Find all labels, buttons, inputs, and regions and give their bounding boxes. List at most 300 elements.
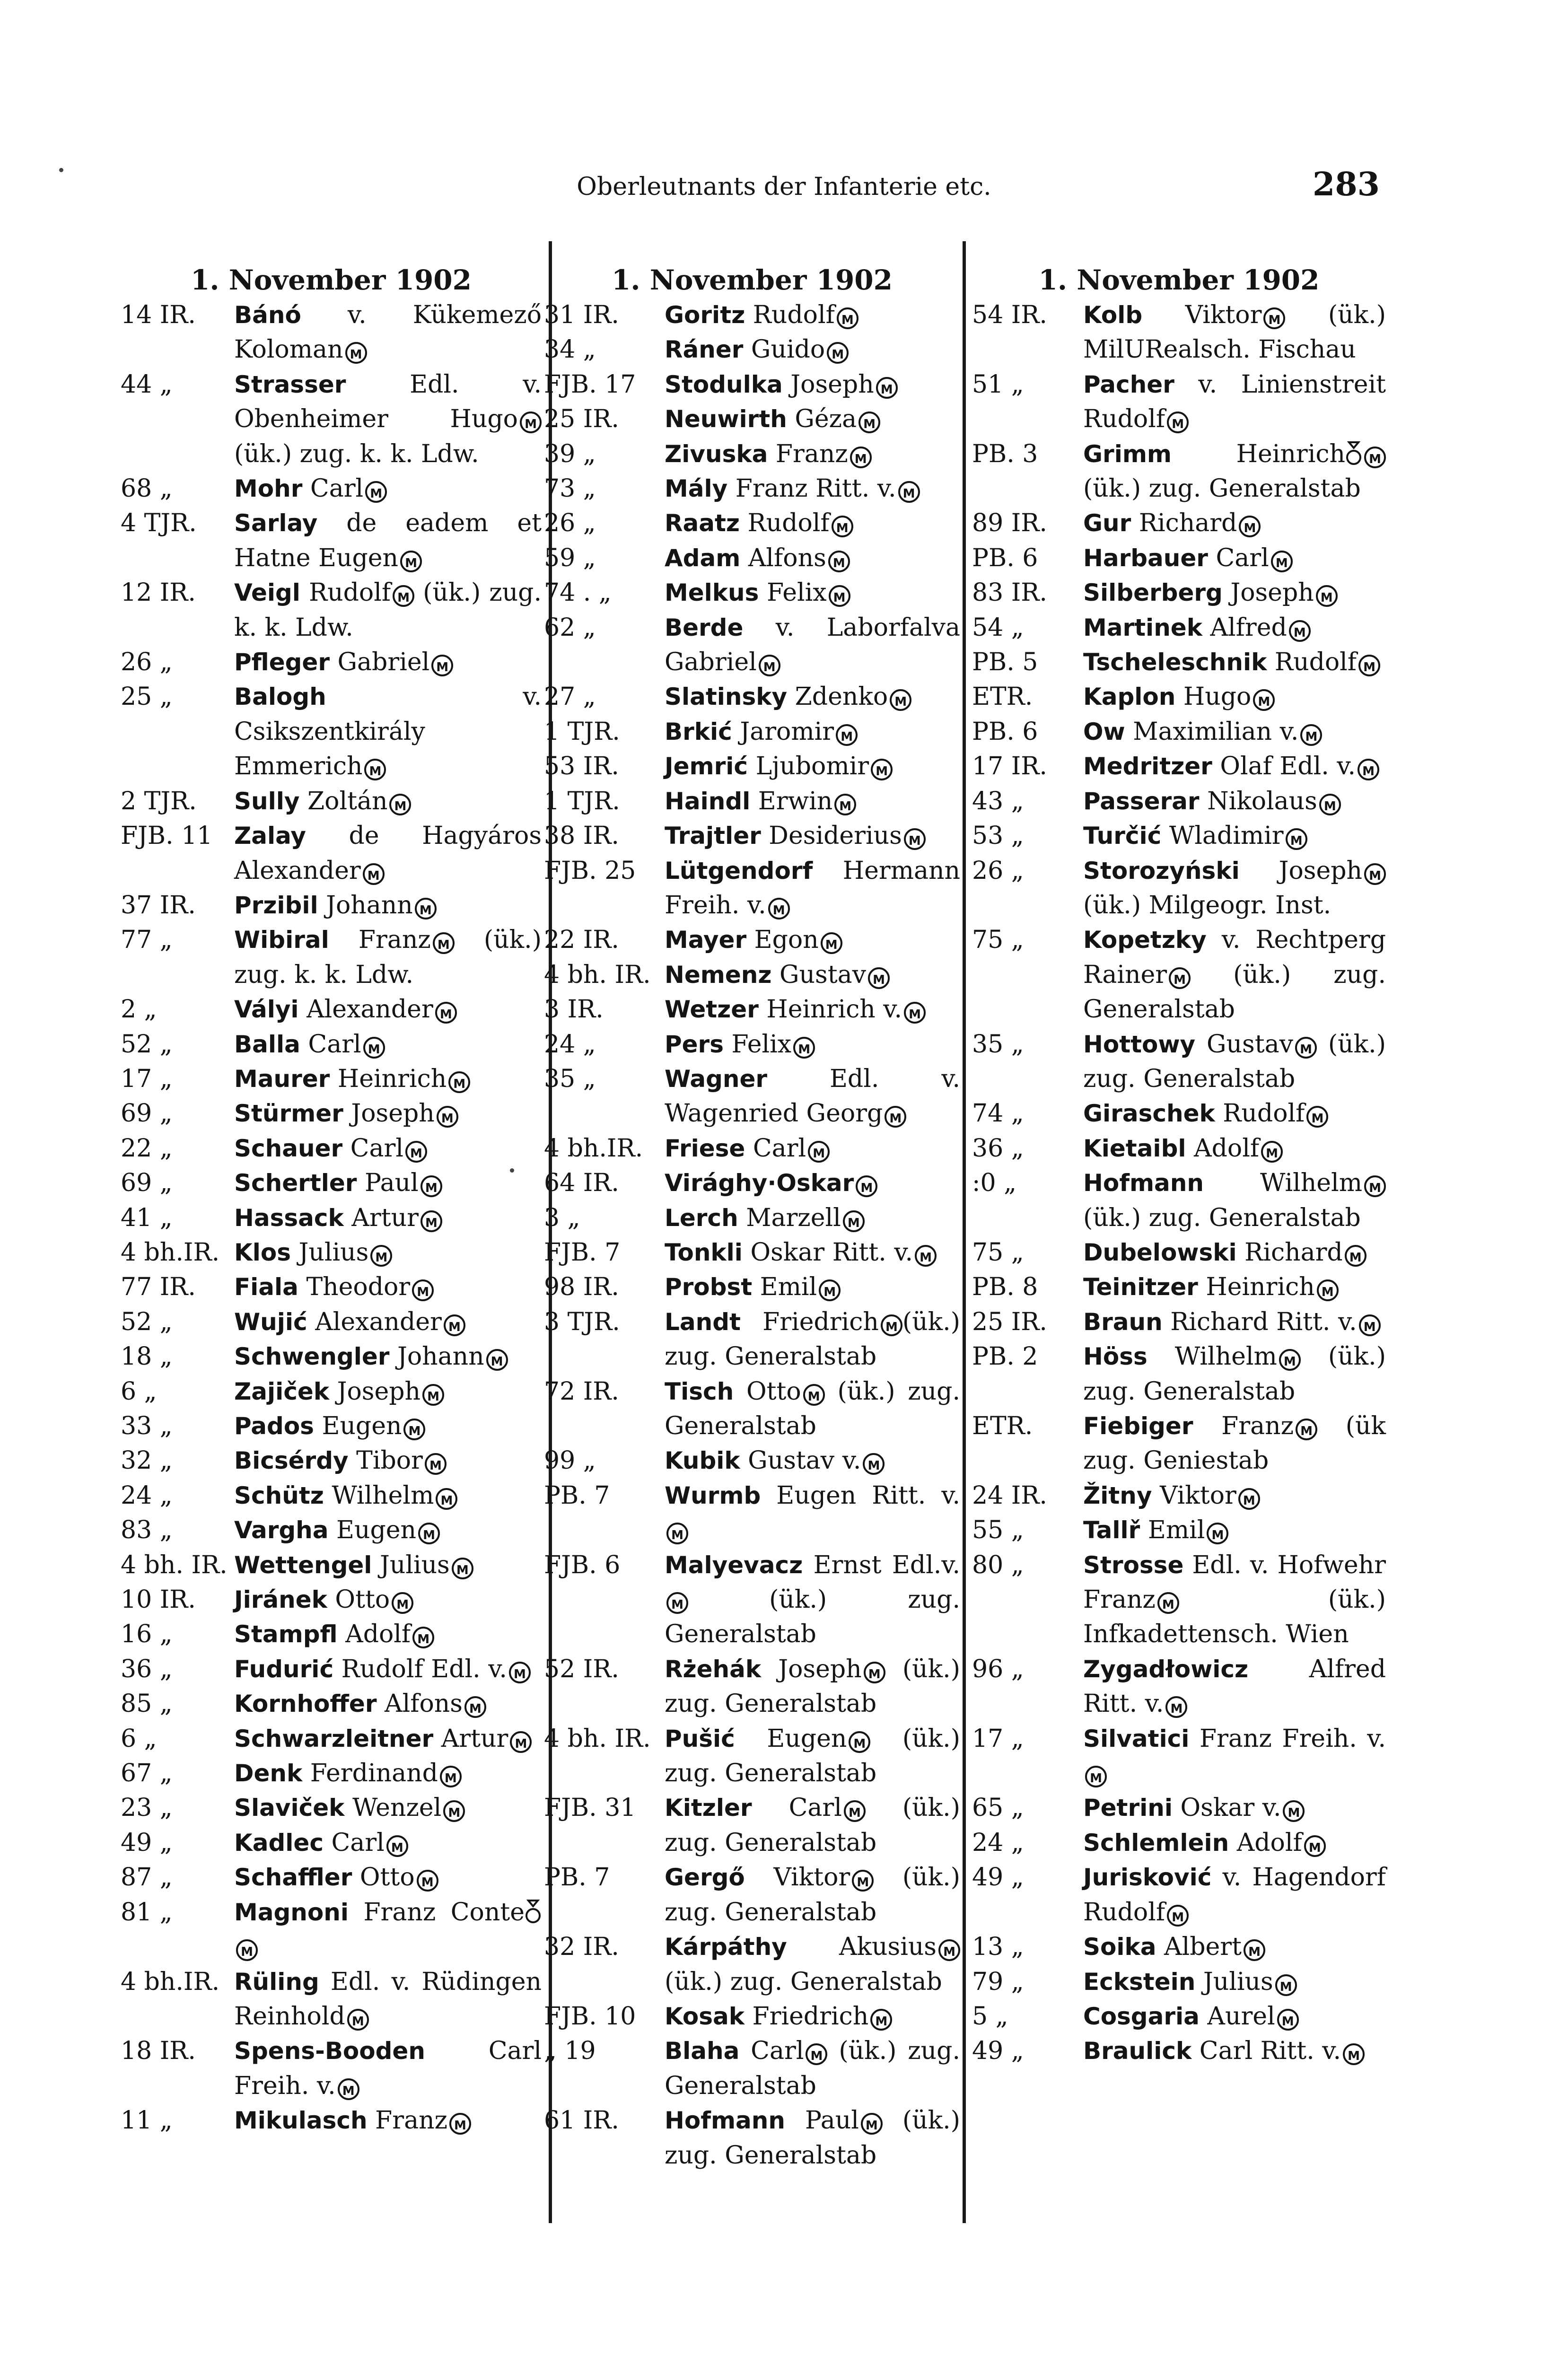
officer-given-name: Zdenko bbox=[787, 683, 888, 711]
officer-entry bbox=[544, 1479, 960, 1548]
officer-surname: Höss bbox=[1083, 1343, 1148, 1371]
officer-surname: Giraschek bbox=[1083, 1100, 1215, 1128]
officer-given-name: Zoltán bbox=[299, 787, 388, 815]
officer-note: (ük.) zug. Generalstab bbox=[665, 1863, 960, 1927]
unit-label: 41 „ bbox=[121, 1203, 173, 1232]
officer-surname: Strosse bbox=[1083, 1551, 1184, 1579]
officer-surname: Wujić bbox=[234, 1308, 307, 1336]
officer-given-name: Heinrich bbox=[1198, 1273, 1315, 1302]
merit-medal-icon: M bbox=[856, 1175, 877, 1197]
officer-surname: Dubelowski bbox=[1083, 1238, 1237, 1266]
merit-medal-icon: M bbox=[844, 1800, 866, 1822]
officer-surname: Adam bbox=[665, 544, 741, 572]
unit-label: ETR. bbox=[972, 683, 1033, 711]
officer-note: (ük.) zug. Generalstab bbox=[665, 1794, 960, 1857]
merit-medal-icon: M bbox=[386, 1835, 408, 1857]
officer-entry bbox=[544, 368, 960, 402]
officer-given-name: Adolf bbox=[1229, 1828, 1302, 1857]
merit-medal-icon: M bbox=[666, 1592, 688, 1614]
unit-label: 24 „ bbox=[121, 1481, 173, 1510]
merit-medal-icon: M bbox=[449, 2113, 471, 2135]
officer-given-name: Edl. v. Wagenried Georg bbox=[665, 1064, 960, 1128]
merit-medal-icon: M bbox=[431, 655, 453, 676]
unit-label: 79 „ bbox=[972, 1967, 1024, 1996]
officer-surname: Gergő bbox=[665, 1864, 745, 1892]
merit-medal-icon: M bbox=[1157, 1592, 1179, 1614]
officer-surname: Kosak bbox=[665, 2002, 745, 2030]
merit-medal-icon: M bbox=[464, 1696, 486, 1718]
officer-surname: Lerch bbox=[665, 1204, 738, 1232]
officer-given-name: Eugen bbox=[328, 1516, 417, 1545]
officer-given-name: v. Rechtperg Rainer bbox=[1083, 926, 1386, 989]
merit-medal-icon: M bbox=[890, 689, 911, 711]
officer-entry bbox=[544, 715, 960, 749]
unit-label: 13 „ bbox=[972, 1933, 1024, 1962]
officer-given-name: v. Linienstreit Rudolf bbox=[1083, 370, 1386, 434]
merit-medal-icon: M bbox=[821, 932, 842, 954]
unit-label: 81 „ bbox=[121, 1898, 173, 1927]
officer-surname: Grimm bbox=[1083, 440, 1172, 468]
officer-entry bbox=[972, 611, 1386, 645]
officer-given-name: Friedrich bbox=[744, 2002, 869, 2031]
officer-entry bbox=[121, 1305, 542, 1340]
officer-entry bbox=[972, 1027, 1386, 1097]
officer-entry bbox=[544, 1062, 960, 1131]
merit-medal-icon: M bbox=[850, 447, 872, 468]
merit-medal-icon: M bbox=[1364, 447, 1386, 468]
unit-label: 68 „ bbox=[121, 474, 173, 503]
merit-medal-icon: M bbox=[849, 1731, 870, 1753]
officer-given-name: Wilhelm bbox=[1147, 1342, 1277, 1371]
officer-given-name: Otto bbox=[327, 1585, 390, 1614]
officer-surname: Bánó bbox=[234, 301, 301, 329]
officer-surname: Wetzer bbox=[665, 996, 759, 1024]
officer-surname: Kadlec bbox=[234, 1829, 324, 1857]
unit-label: 35 „ bbox=[972, 1030, 1024, 1059]
officer-entry bbox=[972, 1860, 1386, 1930]
officer-entry bbox=[121, 1791, 542, 1825]
officer-entry bbox=[972, 1235, 1386, 1270]
unit-label: 17 IR. bbox=[972, 752, 1047, 781]
column-heading: 1. November 1902 bbox=[1038, 264, 1320, 296]
officer-surname: Magnoni bbox=[234, 1898, 349, 1926]
unit-label: 74 . „ bbox=[544, 578, 612, 607]
unit-label: 4 bh. IR. bbox=[121, 1550, 228, 1579]
officer-note: (ük.) MilURealsch. Fischau bbox=[1083, 301, 1386, 364]
officer-given-name: v. Csikszentkirály Emmerich bbox=[234, 683, 542, 781]
officer-given-name: Wilhelm bbox=[1203, 1169, 1362, 1198]
merit-medal-icon: M bbox=[863, 1453, 885, 1475]
unit-label: 26 „ bbox=[972, 856, 1024, 885]
officer-entry bbox=[121, 1375, 542, 1409]
officer-given-name: Julius bbox=[291, 1238, 369, 1267]
officer-given-name: Ferdinand bbox=[302, 1759, 438, 1788]
merit-medal-icon: M bbox=[363, 863, 385, 885]
officer-surname: Wibiral bbox=[234, 926, 329, 954]
unit-label: PB. 2 bbox=[972, 1342, 1038, 1371]
merit-medal-icon: M bbox=[338, 2078, 359, 2100]
officer-given-name: Julius bbox=[1195, 1967, 1273, 1996]
officer-surname: Jemrić bbox=[665, 753, 748, 780]
merit-medal-icon: M bbox=[1317, 1279, 1339, 1301]
unit-label: 52 „ bbox=[121, 1307, 173, 1336]
officer-surname: Vargha bbox=[234, 1516, 329, 1544]
officer-entry bbox=[544, 1305, 960, 1375]
merit-medal-icon: M bbox=[392, 1592, 413, 1614]
merit-medal-icon: M bbox=[1238, 1488, 1260, 1510]
officer-surname: Neuwirth bbox=[665, 405, 787, 433]
unit-label: 54 IR. bbox=[972, 301, 1047, 329]
officer-entry bbox=[121, 645, 542, 680]
officer-given-name: v. Kükemező Koloman bbox=[234, 301, 542, 364]
unit-label: 49 „ bbox=[121, 1828, 173, 1857]
unit-label: 24 „ bbox=[544, 1030, 596, 1059]
merit-medal-icon: M bbox=[1167, 1905, 1189, 1927]
merit-medal-icon: M bbox=[452, 1558, 473, 1579]
merit-medal-icon: M bbox=[1358, 655, 1380, 676]
unit-label: 52 IR. bbox=[544, 1655, 619, 1683]
decoration-ring-icon bbox=[1345, 440, 1362, 467]
officer-given-name: Carl Ritt. v. bbox=[1191, 2037, 1341, 2066]
merit-medal-icon: M bbox=[364, 759, 386, 780]
officer-surname: Rżehák bbox=[665, 1655, 762, 1683]
unit-label: 83 „ bbox=[121, 1516, 173, 1545]
merit-medal-icon: M bbox=[509, 1662, 531, 1683]
unit-label: 69 „ bbox=[121, 1099, 173, 1128]
officer-surname: Trajtler bbox=[665, 822, 761, 850]
officer-entry bbox=[972, 576, 1386, 610]
unit-label: 36 „ bbox=[972, 1134, 1024, 1163]
officer-given-name: Viktor bbox=[1152, 1481, 1236, 1510]
officer-given-name: Theodor bbox=[298, 1273, 411, 1302]
officer-surname: Berde bbox=[665, 613, 744, 641]
officer-surname: Kornhoffer bbox=[234, 1690, 377, 1718]
merit-medal-icon: M bbox=[510, 1731, 532, 1753]
merit-medal-icon: M bbox=[1271, 551, 1293, 572]
unit-label: 39 „ bbox=[544, 439, 596, 468]
officer-given-name: Gabriel bbox=[329, 648, 430, 677]
unit-label: PB. 6 bbox=[972, 717, 1038, 746]
officer-entry bbox=[121, 1860, 542, 1895]
merit-medal-icon: M bbox=[1275, 1974, 1297, 1996]
merit-medal-icon: M bbox=[417, 1870, 438, 1892]
officer-surname: Hottowy bbox=[1083, 1030, 1196, 1058]
merit-medal-icon: M bbox=[1358, 759, 1379, 780]
unit-label: 6 „ bbox=[121, 1724, 157, 1753]
unit-label: 61 IR. bbox=[544, 2106, 619, 2135]
officer-given-name: Edl. v. Hofwehr Franz bbox=[1083, 1550, 1386, 1614]
officer-given-name: Wilhelm bbox=[324, 1481, 434, 1510]
unit-label: 25 „ bbox=[121, 683, 173, 711]
officer-entry bbox=[121, 1617, 542, 1652]
merit-medal-icon: M bbox=[486, 1349, 508, 1371]
unit-label: FJB. 6 bbox=[544, 1550, 621, 1579]
page-header-title: Oberleutnants der Infanterie etc. bbox=[577, 173, 991, 201]
officer-surname: Ow bbox=[1083, 718, 1125, 745]
officer-surname: Pušić bbox=[665, 1725, 735, 1752]
officer-given-name: v. Hagendorf Rudolf bbox=[1083, 1863, 1386, 1927]
officer-surname: Wettengel bbox=[234, 1551, 372, 1579]
officer-entry bbox=[972, 541, 1386, 576]
officer-entry bbox=[544, 1791, 960, 1860]
unit-label: 98 IR. bbox=[544, 1273, 619, 1302]
officer-given-name: Joseph bbox=[761, 1655, 862, 1683]
unit-label: 1 TJR. bbox=[544, 717, 620, 746]
officer-given-name: Franz Freih. v. bbox=[1189, 1724, 1386, 1753]
merit-medal-icon: M bbox=[435, 1002, 457, 1024]
page-number: 283 bbox=[1313, 166, 1380, 203]
unit-label: 31 IR. bbox=[544, 301, 619, 329]
officer-surname: Spens-Booden bbox=[234, 2037, 425, 2065]
officer-surname: Pacher bbox=[1083, 370, 1174, 398]
officer-given-name: Oskar Ritt. v. bbox=[742, 1238, 913, 1267]
officer-entry bbox=[544, 611, 960, 680]
merit-medal-icon: M bbox=[836, 724, 858, 746]
officer-surname: Hassack bbox=[234, 1204, 344, 1232]
officer-surname: Wurmb bbox=[665, 1481, 761, 1509]
unit-label: :0 „ bbox=[972, 1169, 1017, 1198]
officer-given-name: Richard bbox=[1131, 509, 1237, 538]
unit-label: 22 „ bbox=[121, 1134, 173, 1163]
officer-given-name: de Hagyáros Alexander bbox=[234, 822, 542, 885]
unit-label: 12 IR. bbox=[121, 578, 196, 607]
unit-label: PB. 7 bbox=[544, 1481, 610, 1510]
officer-note: (ük.) zug. Generalstab bbox=[665, 2037, 960, 2100]
merit-medal-icon: M bbox=[393, 585, 414, 607]
officer-given-name: Carl bbox=[752, 1794, 842, 1822]
column-1 bbox=[121, 263, 542, 2138]
officer-given-name: Franz bbox=[329, 926, 431, 955]
officer-entry bbox=[544, 923, 960, 957]
officer-entry bbox=[972, 368, 1386, 437]
officer-entry bbox=[972, 1722, 1386, 1791]
officer-surname: Brkić bbox=[665, 718, 732, 745]
decoration-ring-icon bbox=[525, 1899, 542, 1925]
officer-entry bbox=[544, 1027, 960, 1062]
unit-label: 4 bh.IR. bbox=[121, 1238, 220, 1267]
unit-label: 27 „ bbox=[544, 683, 596, 711]
unit-label: FJB. 7 bbox=[544, 1238, 621, 1267]
unit-label: 16 „ bbox=[121, 1620, 173, 1649]
officer-entry bbox=[972, 1305, 1386, 1340]
unit-label: 6 „ bbox=[121, 1377, 157, 1406]
officer-surname: Schwengler bbox=[234, 1343, 390, 1371]
officer-given-name: Hermann Freih. v. bbox=[665, 856, 960, 920]
officer-surname: Haindl bbox=[665, 787, 751, 815]
officer-note: (ük.) zug. Generalstab bbox=[665, 1585, 960, 1649]
merit-medal-icon: M bbox=[418, 1523, 440, 1544]
merit-medal-icon: M bbox=[1239, 516, 1261, 537]
officer-entry bbox=[972, 1270, 1386, 1305]
officer-surname: Braun bbox=[1083, 1308, 1163, 1336]
officer-surname: Eckstein bbox=[1083, 1968, 1196, 1996]
officer-surname: Fiala bbox=[234, 1273, 298, 1301]
officer-surname: Turčić bbox=[1083, 822, 1162, 850]
officer-surname: Slaviček bbox=[234, 1794, 345, 1822]
officer-given-name: Wladimir bbox=[1161, 822, 1284, 850]
officer-given-name: Viktor bbox=[745, 1863, 850, 1892]
officer-entry bbox=[121, 1270, 542, 1305]
column-heading: 1. November 1902 bbox=[190, 264, 472, 296]
officer-entry bbox=[121, 1756, 542, 1791]
officer-entry bbox=[972, 680, 1386, 714]
unit-label: 10 IR. bbox=[121, 1585, 196, 1614]
merit-medal-icon: M bbox=[1304, 1835, 1326, 1857]
merit-medal-icon: M bbox=[827, 342, 849, 364]
officer-surname: Soika bbox=[1083, 1933, 1156, 1961]
officer-entry bbox=[121, 888, 542, 923]
officer-note: (ük.) zug. Generalstab bbox=[665, 2106, 960, 2170]
merit-medal-icon: M bbox=[1207, 1523, 1228, 1544]
officer-surname: Jiránek bbox=[234, 1586, 327, 1614]
merit-medal-icon: M bbox=[425, 1453, 447, 1475]
merit-medal-icon: M bbox=[837, 307, 858, 329]
officer-surname: Stürmer bbox=[234, 1100, 343, 1128]
officer-entry bbox=[121, 2034, 542, 2103]
officer-entry bbox=[544, 1722, 960, 1791]
officer-surname: Przibil bbox=[234, 891, 318, 919]
unit-label: 65 „ bbox=[972, 1794, 1024, 1822]
officer-surname: Goritz bbox=[665, 301, 745, 329]
officer-entry bbox=[121, 923, 542, 992]
merit-medal-icon: M bbox=[1364, 1175, 1386, 1197]
officer-surname: Petrini bbox=[1083, 1794, 1173, 1822]
officer-given-name: Carl bbox=[302, 474, 364, 503]
officer-given-name: Tibor bbox=[348, 1446, 423, 1475]
officer-entry bbox=[544, 437, 960, 472]
unit-label: 17 „ bbox=[972, 1724, 1024, 1753]
officer-entry bbox=[972, 1548, 1386, 1652]
officer-given-name: Albert bbox=[1156, 1933, 1242, 1962]
officer-entry bbox=[544, 2103, 960, 2173]
officer-entry bbox=[121, 368, 542, 472]
officer-entry bbox=[544, 992, 960, 1027]
officer-surname: Stampfl bbox=[234, 1620, 338, 1648]
officer-surname: Melkus bbox=[665, 579, 759, 607]
officer-note: (ük.) zug. Generalstab bbox=[1083, 1030, 1386, 1093]
officer-given-name: Friedrich bbox=[740, 1307, 879, 1336]
unit-label: FJB. 10 bbox=[544, 2002, 636, 2031]
officer-given-name: Géza bbox=[787, 405, 857, 434]
merit-medal-icon: M bbox=[1345, 1245, 1367, 1267]
officer-entry bbox=[544, 576, 960, 610]
merit-medal-icon: M bbox=[365, 481, 387, 503]
unit-label: 99 „ bbox=[544, 1446, 596, 1475]
officer-given-name: Felix bbox=[759, 578, 827, 607]
unit-label: PB. 7 bbox=[544, 1863, 610, 1892]
unit-label: 17 „ bbox=[121, 1064, 173, 1093]
merit-medal-icon: M bbox=[793, 1037, 815, 1059]
officer-surname: Schauer bbox=[234, 1134, 343, 1162]
officer-surname: Medritzer bbox=[1083, 753, 1212, 780]
officer-given-name: Olaf Edl. v. bbox=[1212, 752, 1356, 781]
officer-note: (ük.) Infkadettensch. Wien bbox=[1083, 1585, 1386, 1649]
officer-given-name: Adolf bbox=[1186, 1134, 1260, 1163]
officer-entry bbox=[972, 298, 1386, 368]
officer-surname: Tallř bbox=[1083, 1516, 1140, 1544]
merit-medal-icon: M bbox=[904, 828, 926, 850]
unit-label: 44 „ bbox=[121, 370, 173, 399]
officer-entry bbox=[544, 298, 960, 333]
merit-medal-icon: M bbox=[412, 1279, 434, 1301]
officer-note: (ük.) zug. Generalstab bbox=[665, 1967, 942, 1996]
officer-surname: Žitny bbox=[1083, 1481, 1152, 1509]
officer-given-name: Joseph bbox=[782, 370, 874, 399]
officer-note: (ük.) zug. Generalstab bbox=[665, 1655, 960, 1718]
officer-given-name: Alfons bbox=[740, 543, 826, 572]
merit-medal-icon: M bbox=[868, 967, 890, 989]
unit-label: 69 „ bbox=[121, 1169, 173, 1198]
officer-surname: Raatz bbox=[665, 509, 740, 537]
unit-label: 83 IR. bbox=[972, 578, 1047, 607]
officer-entry bbox=[544, 1131, 960, 1166]
officer-surname: Balogh bbox=[234, 683, 326, 711]
officer-given-name: Marzell bbox=[738, 1203, 841, 1232]
officer-given-name: de eadem et Hatne Eugen bbox=[234, 509, 542, 572]
officer-entry bbox=[972, 645, 1386, 680]
unit-label: 96 „ bbox=[972, 1655, 1024, 1683]
officer-given-name: Ernst Edl.v. bbox=[803, 1550, 960, 1579]
officer-entry bbox=[121, 784, 542, 819]
unit-label: 22 IR. bbox=[544, 926, 619, 955]
officer-surname: Pfleger bbox=[234, 648, 330, 676]
merit-medal-icon: M bbox=[806, 2043, 827, 2065]
officer-given-name: Johann bbox=[318, 891, 413, 920]
unit-label: PB. 6 bbox=[972, 543, 1038, 572]
officer-given-name: Rudolf bbox=[1267, 648, 1357, 677]
officer-given-name: Maximilian v. bbox=[1125, 717, 1299, 746]
merit-medal-icon: M bbox=[345, 342, 367, 364]
merit-medal-icon: M bbox=[898, 481, 920, 503]
officer-surname: Pados bbox=[234, 1412, 314, 1440]
officer-entry bbox=[121, 1548, 542, 1583]
officer-entry bbox=[972, 1930, 1386, 1964]
officer-given-name: Ljubomir bbox=[748, 752, 869, 781]
officer-surname: Kárpáthy bbox=[665, 1933, 787, 1961]
merit-medal-icon: M bbox=[819, 1279, 841, 1301]
officer-surname: Zivuska bbox=[665, 440, 768, 468]
officer-entry bbox=[972, 749, 1386, 784]
unit-label: 52 „ bbox=[121, 1030, 173, 1059]
officer-given-name: Joseph bbox=[1222, 578, 1314, 607]
officer-surname: Kietaibl bbox=[1083, 1134, 1186, 1162]
merit-medal-icon: M bbox=[370, 1245, 392, 1267]
officer-surname: Blaha bbox=[665, 2037, 740, 2065]
officer-entry bbox=[972, 1409, 1386, 1479]
officer-surname: Rüling bbox=[234, 1968, 319, 1996]
officer-surname: Balla bbox=[234, 1030, 300, 1058]
officer-given-name: Joseph bbox=[329, 1377, 420, 1406]
officer-entry bbox=[121, 992, 542, 1027]
merit-medal-icon: M bbox=[1364, 863, 1386, 885]
unit-label: FJB. 11 bbox=[121, 822, 213, 850]
officer-given-name: Emil bbox=[752, 1273, 817, 1302]
merit-medal-icon: M bbox=[870, 2009, 892, 2031]
officer-entry bbox=[972, 437, 1386, 507]
unit-label: 87 „ bbox=[121, 1863, 173, 1892]
officer-entry bbox=[544, 506, 960, 541]
officer-entry bbox=[544, 541, 960, 576]
officer-entry bbox=[121, 506, 542, 576]
unit-label: 64 IR. bbox=[544, 1169, 619, 1198]
officer-entry bbox=[121, 1583, 542, 1617]
officer-entry bbox=[544, 680, 960, 714]
officer-surname: Silvatici bbox=[1083, 1725, 1190, 1752]
officer-given-name: Carl bbox=[745, 1134, 806, 1163]
merit-medal-icon: M bbox=[444, 1314, 465, 1336]
officer-given-name: Paul bbox=[785, 2106, 859, 2135]
officer-given-name: Franz Ritt. v. bbox=[727, 474, 896, 503]
